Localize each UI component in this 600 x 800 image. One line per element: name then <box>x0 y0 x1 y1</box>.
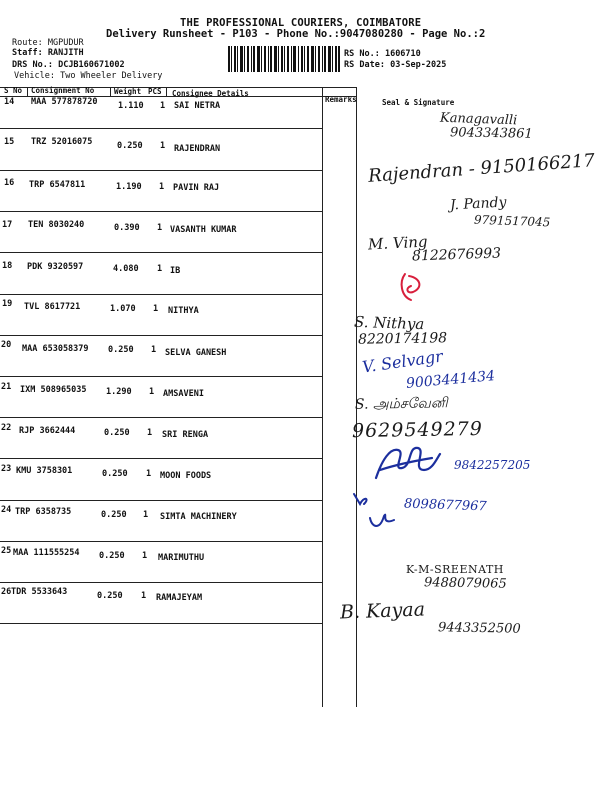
row-consignment: TEN 8030240 <box>28 220 85 230</box>
col-pcs-header: PCS <box>148 87 162 96</box>
row-consignee: RAJENDRAN <box>174 144 221 154</box>
route-line <box>12 38 84 48</box>
row-pcs: 1 <box>160 101 166 111</box>
row-separator <box>0 170 322 171</box>
row-pcs: 1 <box>141 591 147 601</box>
row-sno: 26 <box>1 587 12 597</box>
row-separator <box>0 458 322 459</box>
row-pcs: 1 <box>153 304 159 314</box>
row-consignment: MAA 577878720 <box>31 97 98 107</box>
route-value: MGPUDUR <box>47 38 84 48</box>
remarks-left-border <box>322 87 323 707</box>
row-consignment: TRP 6358735 <box>15 507 72 517</box>
drs-label: DRS No.: <box>12 60 53 70</box>
row-pcs: 1 <box>147 428 153 438</box>
row-separator <box>0 294 322 295</box>
blue-signature-scribble <box>372 440 442 482</box>
staff-value: RANJITH <box>47 48 84 58</box>
signature-phone: 8122676993 <box>411 245 502 265</box>
row-consignment: KMU 3758301 <box>16 466 73 476</box>
row-separator <box>0 252 322 253</box>
row-consignment: RJP 3662444 <box>19 426 76 436</box>
row-weight: 0.250 <box>104 428 130 438</box>
row-pcs: 1 <box>157 223 163 233</box>
signature-phone: 9488079065 <box>423 575 507 592</box>
route-label: Route: <box>12 38 43 48</box>
row-sno: 23 <box>1 464 12 474</box>
row-weight: 0.250 <box>117 141 143 151</box>
signature-handwriting: K-M-SREENATH <box>406 563 504 576</box>
rs-no-value: 1606710 <box>384 49 421 59</box>
signature-phone: 9443352500 <box>437 620 521 637</box>
row-consignee: MOON FOODS <box>160 471 212 481</box>
row-separator <box>0 623 322 624</box>
col-divider <box>110 87 111 96</box>
row-consignee: RAMAJEYAM <box>156 593 203 603</box>
col-remarks-header: Remarks <box>325 95 357 104</box>
row-consignment: TVL 8617721 <box>24 302 81 312</box>
row-separator <box>0 211 322 212</box>
rs-date-value: 03-Sep-2025 <box>390 60 447 70</box>
col-consignee-header: Consignee Details <box>172 89 249 98</box>
col-weight-header: Weight <box>114 87 142 96</box>
row-separator <box>0 500 322 501</box>
runsheet-table <box>0 87 600 707</box>
row-separator <box>0 335 322 336</box>
row-weight: 0.250 <box>108 345 134 355</box>
row-weight: 1.110 <box>118 101 144 111</box>
row-sno: 25 <box>1 546 12 556</box>
row-sno: 19 <box>2 299 13 309</box>
drs-value: DCJB160671002 <box>58 60 125 70</box>
red-ink-mark <box>395 270 429 306</box>
row-consignment: MAA 111555254 <box>13 548 80 558</box>
drs-line <box>12 60 125 70</box>
row-sno: 16 <box>4 178 15 188</box>
row-sno: 17 <box>2 220 13 230</box>
signature-handwriting: Kanagavalli <box>439 110 518 129</box>
signature-phone: 9043343861 <box>449 125 533 142</box>
rs-date-line <box>344 60 446 70</box>
signature-phone: 9842257205 <box>454 458 531 472</box>
row-pcs: 1 <box>142 551 148 561</box>
row-pcs: 1 <box>146 469 152 479</box>
row-pcs: 1 <box>143 510 149 520</box>
row-consignment: TDR 5533643 <box>11 587 68 597</box>
col-sno-header: S No <box>4 86 23 95</box>
staff-line <box>12 48 84 58</box>
row-consignee: NITHYA <box>168 306 199 316</box>
rs-date-label: RS Date: <box>344 60 385 70</box>
row-weight: 0.390 <box>114 223 140 233</box>
row-weight: 0.250 <box>99 551 125 561</box>
row-separator <box>0 128 322 129</box>
row-consignee: AMSAVENI <box>163 389 204 399</box>
signature-handwriting: S. Nithya <box>353 312 425 334</box>
signature-handwriting: B. Kayaa <box>339 598 426 624</box>
row-pcs: 1 <box>149 387 155 397</box>
row-consignee: VASANTH KUMAR <box>170 225 237 235</box>
signature-handwriting: J. Pandy <box>449 194 507 214</box>
row-separator <box>0 541 322 542</box>
row-weight: 0.250 <box>102 469 128 479</box>
row-pcs: 1 <box>157 264 163 274</box>
row-pcs: 1 <box>160 141 166 151</box>
row-weight: 1.290 <box>106 387 132 397</box>
signature-phone: 9791517045 <box>473 212 551 230</box>
row-pcs: 1 <box>159 182 165 192</box>
staff-label: Staff: <box>12 48 43 58</box>
col-seal-header: Seal & Signature <box>382 98 455 107</box>
signature-handwriting: S. அம்சவேனி <box>354 395 448 413</box>
row-consignment: PDK 9320597 <box>27 262 84 272</box>
signature-phone: 9629549279 <box>351 417 484 443</box>
col-divider <box>27 87 28 96</box>
row-sno: 24 <box>1 505 12 515</box>
rs-no-label: RS No.: <box>344 49 380 59</box>
row-separator <box>0 582 322 583</box>
row-consignee: MARIMUTHU <box>158 553 205 563</box>
row-consignment: TRZ 52016075 <box>31 137 93 147</box>
signature-phone: 8098677967 <box>403 496 487 515</box>
rs-no-line <box>344 49 421 59</box>
row-consignee: PAVIN RAJ <box>173 183 220 193</box>
row-sno: 22 <box>1 423 12 433</box>
signature-phone: 8220174198 <box>357 330 448 348</box>
row-separator <box>0 417 322 418</box>
row-consignee: SELVA GANESH <box>165 348 227 358</box>
blue-signature-scribble <box>350 490 410 536</box>
signature-handwriting: M. Ving <box>367 232 428 254</box>
row-consignment: TRP 6547811 <box>29 180 86 190</box>
signature-handwriting: Rajendran - 9150166217 <box>367 150 596 187</box>
row-consignee: IB <box>170 266 181 276</box>
row-weight: 1.190 <box>116 182 142 192</box>
row-consignee: SIMTA MACHINERY <box>160 512 237 522</box>
vehicle-label: Vehicle: <box>14 71 55 81</box>
vehicle-line <box>14 71 162 81</box>
signature-phone: 9003441434 <box>405 368 496 392</box>
row-sno: 20 <box>1 340 12 350</box>
row-sno: 14 <box>4 97 15 107</box>
col-divider <box>166 87 167 96</box>
row-weight: 0.250 <box>97 591 123 601</box>
row-separator <box>0 376 322 377</box>
row-sno: 15 <box>4 137 15 147</box>
row-sno: 18 <box>2 261 13 271</box>
row-consignee: SRI RENGA <box>162 430 209 440</box>
barcode-image <box>228 46 340 72</box>
vehicle-value: Two Wheeler Delivery <box>60 71 163 81</box>
company-name: THE PROFESSIONAL COURIERS, COIMBATORE <box>180 17 422 29</box>
row-weight: 4.080 <box>113 264 139 274</box>
signature-handwriting: V. Selvagr <box>361 346 444 377</box>
col-consignment-header: Consignment No <box>31 86 95 95</box>
row-weight: 0.250 <box>101 510 127 520</box>
row-consignee: SAI NETRA <box>174 101 221 111</box>
row-consignment: IXM 508965035 <box>20 385 87 395</box>
runsheet-title: Delivery Runsheet - P103 - Phone No.:9047080280 - Page No.:2 <box>106 28 486 40</box>
row-weight: 1.070 <box>110 304 136 314</box>
row-pcs: 1 <box>151 345 157 355</box>
row-consignment: MAA 653058379 <box>22 344 89 354</box>
row-sno: 21 <box>1 382 12 392</box>
